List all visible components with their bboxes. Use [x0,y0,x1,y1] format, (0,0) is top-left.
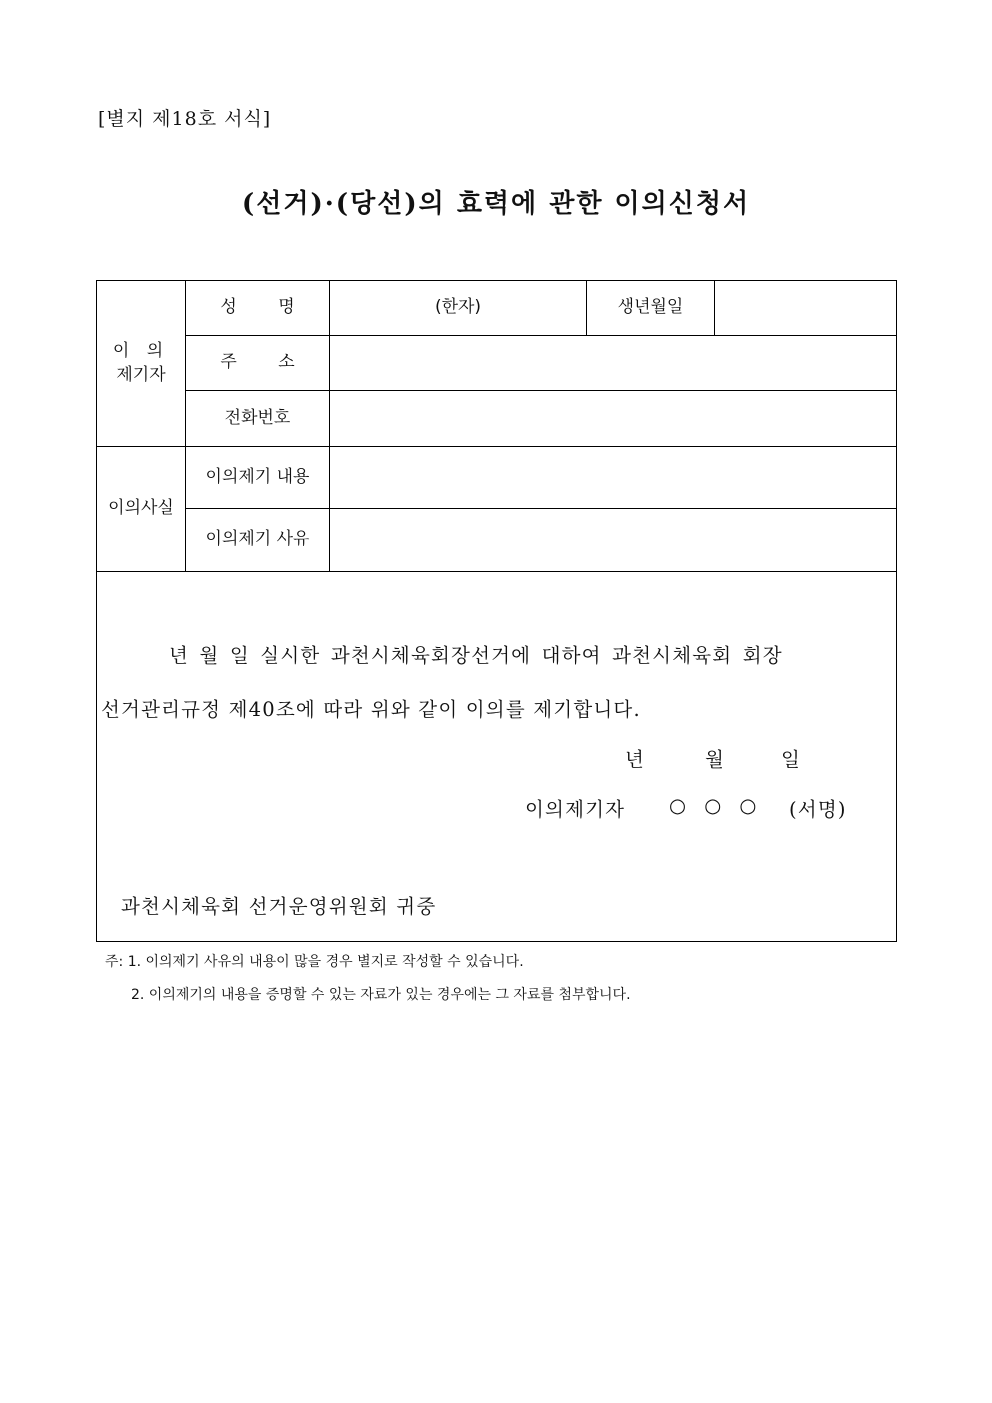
name-label: 성 명 [220,297,313,318]
hanja-label: (한자) [434,297,482,318]
statement-line-2: 선거관리규정 제40조에 따라 위와 같이 이의를 제기합니다. [101,698,641,721]
objection-reason-label: 이의제기 사유 [205,529,310,550]
name-field[interactable] [330,281,586,335]
objection-reason-field[interactable] [330,509,897,571]
form-number-label: [별지 제18호 서식] [98,108,272,130]
phone-label: 전화번호 [224,407,291,428]
page-title: (선거)·(당선)의 효력에 관한 이의신청서 [241,189,751,219]
date-day: 일 [781,748,802,771]
birth-date-field[interactable] [715,281,897,335]
objector-group-label [97,281,185,446]
phone-field[interactable] [330,391,897,446]
date-month: 월 [705,748,726,771]
recipient-line: 과천시체육회 선거운영위원회 귀중 [121,895,437,918]
objection-content-field[interactable] [330,447,897,508]
date-year: 년 [625,748,646,771]
signature-mark[interactable]: (서명) [789,798,847,821]
signer-name-placeholder[interactable]: ○ ○ ○ [669,794,763,817]
note-2: 2. 이의제기의 내용을 증명할 수 있는 자료가 있는 경우에는 그 자료를 첨부합니다. [131,987,631,1003]
row-divider [97,571,897,572]
note-1: 주: 1. 이의제기 사유의 내용이 많을 경우 별지로 작성할 수 있습니다. [105,954,524,970]
address-label: 주 소 [220,352,313,373]
objection-content-label: 이의제기 내용 [205,466,310,487]
statement-line-1: 년 월 일 실시한 과천시체육회장선거에 대하여 과천시체육회 회장 [169,644,783,667]
objector-label-line1: 이 의 [112,340,170,361]
objector-label-line2: 제기자 [116,364,166,385]
signer-label: 이의제기자 [525,798,626,821]
objection-form-table [96,280,897,942]
objection-facts-label: 이의사실 [108,498,174,519]
address-field[interactable] [330,336,897,390]
birth-date-label: 생년월일 [617,297,684,318]
